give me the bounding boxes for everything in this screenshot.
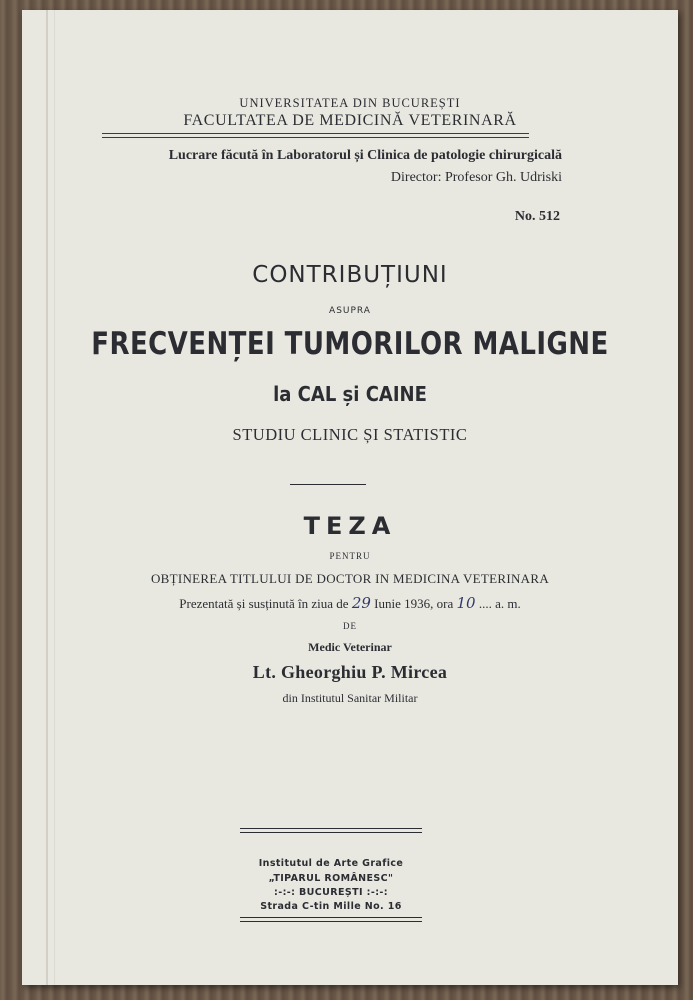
presentation-suffix: a. m. [495,596,521,611]
presentation-month-year: Iunie 1936, ora [374,596,454,611]
imprint-rule-bottom-1 [240,917,422,918]
header-rule-bottom [102,137,529,138]
thesis-pentru: PENTRU [329,551,371,561]
header-rule-top [102,133,529,134]
handwritten-day: 29 [351,594,371,612]
author-de: DE [343,621,357,631]
publication-number: No. 512 [514,209,560,224]
spine-crease [46,10,48,985]
presentation-line: Prezentată și susținută în ziua de 29 Iunie 1936, ora 10 .... a. m. [179,594,521,612]
laboratory-line: Lucrare făcută în Laboratorul și Clinica de patologie chirurgicală [168,148,562,163]
thesis-purpose: OBȚINEREA TITLULUI DE DOCTOR IN MEDICINA VETERINARA [150,571,550,586]
imprint-rule-top-1 [240,828,422,829]
author-institution: din Institutul Sanitar Militar [282,691,418,705]
section-divider [290,484,366,485]
printer-line-3: :-:-: BUCUREȘTI :-:-: [274,887,388,898]
printer-line-4: Strada C-tin Mille No. 16 [260,901,402,912]
printer-line-1: Institutul de Arte Grafice [258,858,404,869]
author-name: Lt. Gheorghiu P. Mircea [252,662,448,682]
printer-imprint [240,828,422,926]
title-contributiuni: CONTRIBUȚIUNI [252,262,448,288]
imprint-rule-top-2 [240,832,422,833]
spine-crease-secondary [54,10,55,985]
title-subject: la CAL și CAINE [273,382,427,406]
title-asupra: ASUPRA [329,306,371,316]
faculty-name: FACULTATEA DE MEDICINĂ VETERINARĂ [183,112,517,129]
title-study-type: STUDIU CLINIC ȘI STATISTIC [232,425,468,444]
printer-line-2: „TIPARUL ROMÂNESC" [268,873,394,884]
author-role: Medic Veterinar [308,640,392,654]
handwritten-hour: 10 [456,594,476,612]
imprint-rule-bottom-2 [240,921,422,922]
director-line: Director: Profesor Gh. Udriski [390,170,562,185]
title-main: FRECVENȚEI TUMORILOR MALIGNE [91,326,609,362]
presentation-prefix: Prezentată și susținută în ziua de [179,596,349,611]
university-name: UNIVERSITATEA DIN BUCUREȘTI [239,96,461,110]
thesis-heading: TEZA [303,512,397,540]
